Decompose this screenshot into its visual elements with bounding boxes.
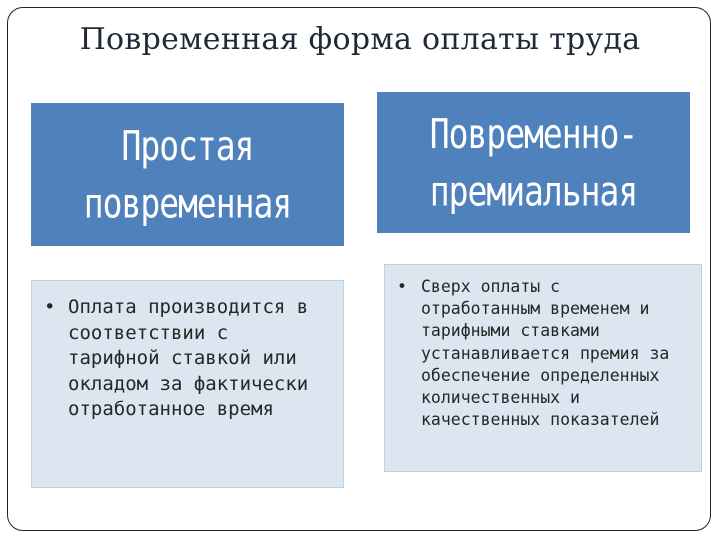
header-time-bonus-label: Повременно- премиальная	[429, 108, 638, 215]
description-time-bonus	[384, 264, 702, 472]
slide-title: Повременная форма оплаты труда	[79, 22, 641, 57]
description-text: Оплата производится в соответствии с тарифной ставкой или окладом за фактически отработанное время	[68, 296, 309, 420]
bullet-icon: •	[44, 296, 56, 318]
header-simple-time	[31, 103, 344, 246]
bullet-icon: •	[397, 277, 407, 296]
description-simple-time	[31, 280, 344, 488]
description-text: Сверх оплаты с отработанным временем и тарифными ставками устанавливается премия за обеспечение определенных количественных и качественных показателей	[421, 277, 670, 430]
list-item	[395, 276, 691, 431]
header-simple-time-label: Простая повременная	[83, 120, 292, 227]
list-item	[42, 295, 329, 423]
header-time-bonus	[377, 92, 690, 233]
